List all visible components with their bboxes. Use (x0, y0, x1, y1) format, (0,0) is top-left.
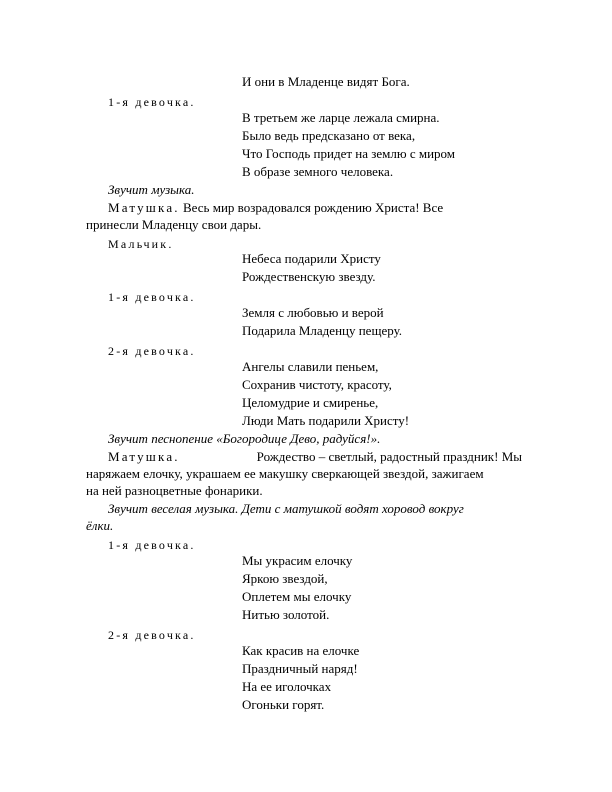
speaker-label: 1-я девочка. (108, 538, 196, 552)
verse-line: Нитью золотой. (242, 607, 330, 622)
paragraph-line (108, 448, 522, 466)
verse-line: Люди Мать подарили Христу! (242, 413, 410, 428)
stage-direction: ёлки. (86, 518, 114, 533)
verse-line: Праздничный наряд! (242, 661, 358, 676)
verse-line: И они в Младенце видят Бога. (242, 74, 410, 89)
stage-direction: Звучит веселая музыка. Дети с матушкой водят хоровод вокруг (108, 501, 464, 516)
paragraph-line: принесли Младенцу свои дары. (86, 217, 262, 232)
verse-line: Яркою звездой, (242, 571, 328, 586)
paragraph-text: Рождество – светлый, радостный праздник! Мы (256, 449, 522, 464)
speaker-label: 1-я девочка. (108, 290, 196, 304)
verse-line: Было ведь предсказано от века, (242, 128, 416, 143)
verse-line: Сохранив чистоту, красоту, (242, 377, 392, 392)
stage-direction: Звучит музыка. (108, 182, 195, 197)
verse-line: Ангелы славили пеньем, (242, 359, 379, 374)
speaker-label: 2-я девочка. (108, 628, 196, 642)
verse-line: В третьем же ларце лежала смирна. (242, 110, 440, 125)
paragraph-line (108, 199, 443, 217)
stage-direction: Звучит песнопение «Богородице Дево, радуйся!». (108, 431, 381, 446)
verse-line: На ее иголочках (242, 679, 332, 694)
verse-line: Мы украсим елочку (242, 553, 353, 568)
verse-line: Небеса подарили Христу (242, 251, 381, 266)
paragraph-line: на ней разноцветные фонарики. (86, 483, 263, 498)
verse-line: Как красив на елочке (242, 643, 360, 658)
verse-line: Целомудрие и смиренье, (242, 395, 379, 410)
paragraph-text: Весь мир возрадовался рождению Христа! Все (183, 200, 444, 215)
speaker-label: Мальчик. (108, 237, 174, 251)
paragraph-line: наряжаем елочку, украшаем ее макушку сверкающей звездой, зажигаем (86, 466, 484, 481)
speaker-label: 1-я девочка. (108, 95, 196, 109)
speaker-label: Матушка. (108, 449, 180, 464)
verse-line: Огоньки горят. (242, 697, 325, 712)
verse-line: Земля с любовью и верой (242, 305, 384, 320)
verse-line: Что Господь придет на землю с миром (242, 146, 456, 161)
speaker-label: 2-я девочка. (108, 344, 196, 358)
verse-line: Оплетем мы елочку (242, 589, 352, 604)
verse-line: В образе земного человека. (242, 164, 394, 179)
verse-line: Рождественскую звезду. (242, 269, 376, 284)
verse-line: Подарила Младенцу пещеру. (242, 323, 403, 338)
speaker-label: Матушка. (108, 200, 180, 215)
